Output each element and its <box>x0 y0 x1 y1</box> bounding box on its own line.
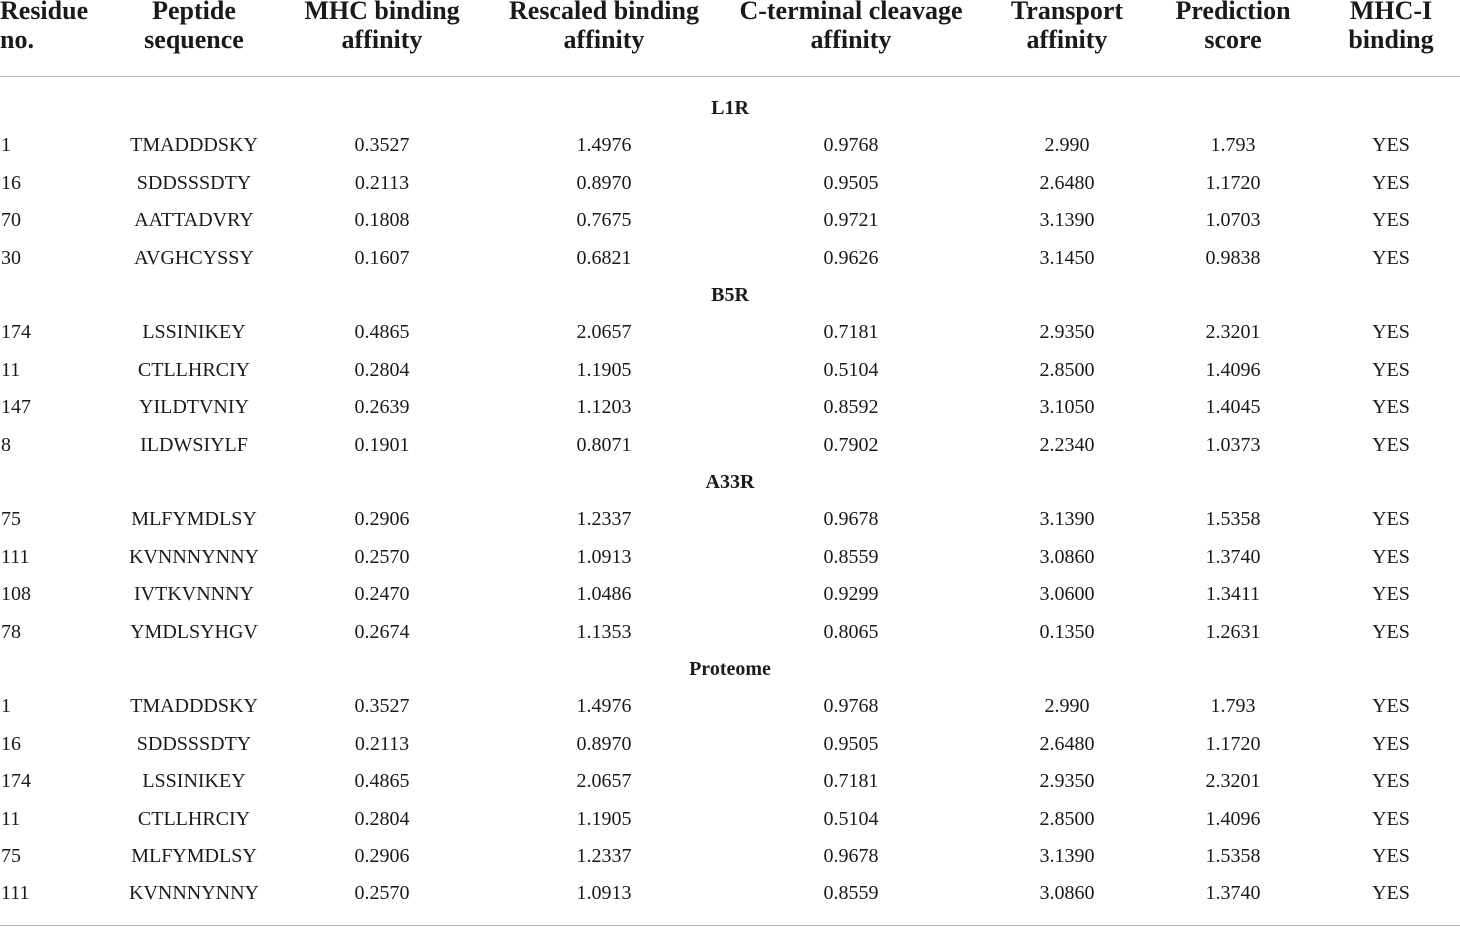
cell-residue-no: 108 <box>1 583 31 606</box>
cell-prediction-score: 0.9838 <box>1205 246 1261 269</box>
cell-c-terminal-cleavage-affinity: 0.7181 <box>823 770 879 793</box>
group-heading: A33R <box>705 471 755 493</box>
cell-mhc-i-binding: YES <box>1372 732 1410 755</box>
cell-residue-no: 70 <box>1 209 21 232</box>
cell-residue-no: 11 <box>1 807 21 830</box>
cell-mhc-i-binding: YES <box>1372 433 1410 456</box>
cell-transport-affinity: 2.990 <box>1044 134 1090 157</box>
cell-residue-no: 16 <box>1 171 21 194</box>
cell-peptide-sequence: KVNNNYNNY <box>129 545 259 568</box>
column-header-line: no. <box>0 25 34 54</box>
cell-peptide-sequence: KVNNNYNNY <box>129 882 259 905</box>
cell-residue-no: 1 <box>1 134 11 157</box>
column-header-rescaled-binding-affinity <box>509 0 699 54</box>
cell-rescaled-binding-affinity: 0.8970 <box>576 171 632 194</box>
cell-c-terminal-cleavage-affinity: 0.7902 <box>823 433 879 456</box>
cell-residue-no: 174 <box>1 770 31 793</box>
cell-transport-affinity: 2.8500 <box>1039 807 1095 830</box>
cell-mhc-i-binding: YES <box>1372 508 1410 531</box>
cell-rescaled-binding-affinity: 1.0486 <box>576 583 632 606</box>
column-header-line: Residue <box>0 0 89 25</box>
cell-residue-no: 147 <box>1 396 31 419</box>
cell-c-terminal-cleavage-affinity: 0.8559 <box>823 545 879 568</box>
column-header-prediction-score <box>1175 0 1290 54</box>
cell-mhc-i-binding: YES <box>1372 358 1410 381</box>
cell-prediction-score: 1.5358 <box>1205 508 1261 531</box>
cell-prediction-score: 1.5358 <box>1205 845 1261 867</box>
cell-mhc-binding-affinity: 0.2906 <box>354 845 410 867</box>
cell-mhc-binding-affinity: 0.3527 <box>354 134 410 157</box>
cell-rescaled-binding-affinity: 0.8071 <box>576 433 632 456</box>
cell-rescaled-binding-affinity: 1.1203 <box>576 396 632 419</box>
cell-prediction-score: 1.4096 <box>1205 358 1261 381</box>
cell-residue-no: 11 <box>1 358 21 381</box>
cell-rescaled-binding-affinity: 1.0913 <box>576 882 632 905</box>
cell-mhc-i-binding: YES <box>1372 246 1410 269</box>
cell-residue-no: 16 <box>1 732 21 755</box>
cell-mhc-binding-affinity: 0.4865 <box>354 770 410 793</box>
header-rule <box>0 76 1460 77</box>
column-header-line: Rescaled binding <box>509 0 699 25</box>
cell-c-terminal-cleavage-affinity: 0.5104 <box>823 358 879 381</box>
cell-transport-affinity: 2.2340 <box>1039 433 1095 456</box>
cell-prediction-score: 2.3201 <box>1205 770 1261 793</box>
group-heading: Proteome <box>689 658 771 680</box>
cell-mhc-binding-affinity: 0.2804 <box>354 807 410 830</box>
cell-peptide-sequence: LSSINIKEY <box>142 770 246 793</box>
cell-transport-affinity: 3.1390 <box>1039 845 1095 867</box>
cell-peptide-sequence: IVTKVNNNY <box>134 583 254 606</box>
cell-transport-affinity: 3.1390 <box>1039 508 1095 531</box>
column-header-c-terminal-cleavage-affinity <box>739 0 962 54</box>
cell-c-terminal-cleavage-affinity: 0.5104 <box>823 807 879 830</box>
cell-mhc-binding-affinity: 0.2113 <box>354 171 410 194</box>
cell-rescaled-binding-affinity: 1.1905 <box>576 358 632 381</box>
column-header-line: affinity <box>1026 25 1108 54</box>
cell-mhc-i-binding: YES <box>1372 134 1410 157</box>
column-header-line: Peptide <box>152 0 236 25</box>
column-header-line: C-terminal cleavage <box>739 0 963 25</box>
column-header-peptide-sequence <box>144 0 244 54</box>
column-header-line: score <box>1204 25 1262 54</box>
cell-residue-no: 75 <box>1 508 21 531</box>
cell-c-terminal-cleavage-affinity: 0.9299 <box>823 583 879 606</box>
cell-prediction-score: 1.3411 <box>1205 583 1261 606</box>
column-header-line: affinity <box>810 25 892 54</box>
cell-c-terminal-cleavage-affinity: 0.8065 <box>823 620 879 643</box>
cell-rescaled-binding-affinity: 1.0913 <box>576 545 632 568</box>
cell-transport-affinity: 3.0600 <box>1039 583 1095 606</box>
cell-prediction-score: 1.0373 <box>1205 433 1261 456</box>
cell-mhc-binding-affinity: 0.1808 <box>354 209 410 232</box>
cell-residue-no: 111 <box>1 882 30 905</box>
cell-mhc-binding-affinity: 0.2470 <box>354 583 410 606</box>
cell-prediction-score: 1.4096 <box>1205 807 1261 830</box>
cell-peptide-sequence: AVGHCYSSY <box>134 246 254 269</box>
cell-residue-no: 8 <box>1 433 11 456</box>
cell-prediction-score: 1.793 <box>1210 695 1256 718</box>
cell-rescaled-binding-affinity: 1.2337 <box>576 508 632 531</box>
cell-rescaled-binding-affinity: 1.1353 <box>576 620 632 643</box>
cell-mhc-i-binding: YES <box>1372 171 1410 194</box>
cell-c-terminal-cleavage-affinity: 0.7181 <box>823 321 879 344</box>
cell-peptide-sequence: CTLLHRCIY <box>137 358 251 381</box>
cell-prediction-score: 1.2631 <box>1205 620 1261 643</box>
column-header-line: affinity <box>341 25 423 54</box>
cell-mhc-i-binding: YES <box>1372 807 1410 830</box>
cell-mhc-i-binding: YES <box>1372 321 1410 344</box>
cell-mhc-binding-affinity: 0.2113 <box>354 732 410 755</box>
cell-mhc-i-binding: YES <box>1372 620 1410 643</box>
cell-rescaled-binding-affinity: 0.6821 <box>576 246 632 269</box>
cell-transport-affinity: 2.6480 <box>1039 171 1095 194</box>
cell-peptide-sequence: MLFYMDLSY <box>131 508 257 531</box>
column-header-line: sequence <box>144 25 244 54</box>
column-header-line: Transport <box>1010 0 1124 25</box>
cell-peptide-sequence: YILDTVNIY <box>139 396 249 419</box>
cell-prediction-score: 1.3740 <box>1205 545 1261 568</box>
cell-c-terminal-cleavage-affinity: 0.9768 <box>823 134 879 157</box>
cell-mhc-binding-affinity: 0.4865 <box>354 321 410 344</box>
cell-mhc-binding-affinity: 0.3527 <box>354 695 410 718</box>
cell-transport-affinity: 3.1050 <box>1039 396 1095 419</box>
group-heading: B5R <box>711 284 749 306</box>
cell-prediction-score: 1.1720 <box>1205 732 1261 755</box>
cell-transport-affinity: 0.1350 <box>1039 620 1095 643</box>
cell-mhc-binding-affinity: 0.1901 <box>354 433 410 456</box>
cell-prediction-score: 1.4045 <box>1205 396 1261 419</box>
cell-mhc-binding-affinity: 0.2570 <box>354 545 410 568</box>
cell-prediction-score: 2.3201 <box>1205 321 1261 344</box>
cell-rescaled-binding-affinity: 1.4976 <box>576 134 632 157</box>
cell-peptide-sequence: ILDWSIYLF <box>140 433 248 456</box>
cell-rescaled-binding-affinity: 1.1905 <box>576 807 632 830</box>
cell-c-terminal-cleavage-affinity: 0.9505 <box>823 732 879 755</box>
column-header-line: MHC-I <box>1349 0 1433 25</box>
cell-peptide-sequence: SDDSSSDTY <box>136 732 252 755</box>
cell-mhc-binding-affinity: 0.2570 <box>354 882 410 905</box>
cell-c-terminal-cleavage-affinity: 0.9626 <box>823 246 879 269</box>
bottom-rule <box>0 925 1460 926</box>
cell-mhc-binding-affinity: 0.2906 <box>354 508 410 531</box>
cell-mhc-i-binding: YES <box>1372 545 1410 568</box>
cell-prediction-score: 1.3740 <box>1205 882 1261 905</box>
column-header-line: binding <box>1348 25 1434 54</box>
cell-mhc-binding-affinity: 0.2639 <box>354 396 410 419</box>
column-header-line: Prediction <box>1175 0 1291 25</box>
cell-peptide-sequence: TMADDDSKY <box>130 695 258 718</box>
cell-rescaled-binding-affinity: 1.2337 <box>576 845 632 867</box>
cell-prediction-score: 1.1720 <box>1205 171 1261 194</box>
cell-prediction-score: 1.793 <box>1210 134 1256 157</box>
cell-transport-affinity: 3.0860 <box>1039 882 1095 905</box>
cell-residue-no: 1 <box>1 695 11 718</box>
cell-residue-no: 111 <box>1 545 30 568</box>
cell-transport-affinity: 3.1390 <box>1039 209 1095 232</box>
cell-mhc-i-binding: YES <box>1372 882 1410 905</box>
cell-transport-affinity: 2.9350 <box>1039 770 1095 793</box>
cell-residue-no: 75 <box>1 845 21 867</box>
cell-peptide-sequence: LSSINIKEY <box>142 321 246 344</box>
cell-prediction-score: 1.0703 <box>1205 209 1261 232</box>
cell-transport-affinity: 2.990 <box>1044 695 1090 718</box>
cell-c-terminal-cleavage-affinity: 0.9678 <box>823 508 879 531</box>
column-header-line: affinity <box>563 25 645 54</box>
cell-transport-affinity: 2.6480 <box>1039 732 1095 755</box>
cell-c-terminal-cleavage-affinity: 0.9678 <box>823 845 879 867</box>
cell-residue-no: 30 <box>1 246 21 269</box>
cell-c-terminal-cleavage-affinity: 0.9768 <box>823 695 879 718</box>
cell-rescaled-binding-affinity: 1.4976 <box>576 695 632 718</box>
column-header-mhc-i-binding <box>1348 0 1433 54</box>
cell-rescaled-binding-affinity: 0.7675 <box>576 209 632 232</box>
cell-c-terminal-cleavage-affinity: 0.9505 <box>823 171 879 194</box>
cell-transport-affinity: 3.1450 <box>1039 246 1095 269</box>
cell-transport-affinity: 3.0860 <box>1039 545 1095 568</box>
cell-residue-no: 174 <box>1 321 31 344</box>
cell-mhc-binding-affinity: 0.2674 <box>354 620 410 643</box>
cell-mhc-i-binding: YES <box>1372 695 1410 718</box>
cell-mhc-i-binding: YES <box>1372 583 1410 606</box>
column-header-transport-affinity <box>1011 0 1123 54</box>
cell-c-terminal-cleavage-affinity: 0.8592 <box>823 396 879 419</box>
cell-transport-affinity: 2.8500 <box>1039 358 1095 381</box>
cell-peptide-sequence: SDDSSSDTY <box>136 171 252 194</box>
cell-rescaled-binding-affinity: 2.0657 <box>576 770 632 793</box>
cell-mhc-i-binding: YES <box>1372 396 1410 419</box>
cell-transport-affinity: 2.9350 <box>1039 321 1095 344</box>
cell-c-terminal-cleavage-affinity: 0.8559 <box>823 882 879 905</box>
cell-c-terminal-cleavage-affinity: 0.9721 <box>823 209 879 232</box>
group-heading: L1R <box>711 97 749 119</box>
cell-mhc-i-binding: YES <box>1372 770 1410 793</box>
cell-peptide-sequence: YMDLSYHGV <box>130 620 258 643</box>
cell-mhc-binding-affinity: 0.2804 <box>354 358 410 381</box>
cell-peptide-sequence: CTLLHRCIY <box>137 807 251 830</box>
cell-residue-no: 78 <box>1 620 21 643</box>
column-header-line: MHC binding <box>304 0 460 25</box>
cell-mhc-binding-affinity: 0.1607 <box>354 246 410 269</box>
cell-rescaled-binding-affinity: 0.8970 <box>576 732 632 755</box>
cell-mhc-i-binding: YES <box>1372 845 1410 867</box>
column-header-residue-no <box>0 0 88 54</box>
cell-peptide-sequence: AATTADVRY <box>134 209 254 232</box>
cell-peptide-sequence: TMADDDSKY <box>130 134 258 157</box>
cell-mhc-i-binding: YES <box>1372 209 1410 232</box>
column-header-mhc-binding-affinity <box>304 0 459 54</box>
cell-rescaled-binding-affinity: 2.0657 <box>576 321 632 344</box>
cell-peptide-sequence: MLFYMDLSY <box>131 845 257 867</box>
